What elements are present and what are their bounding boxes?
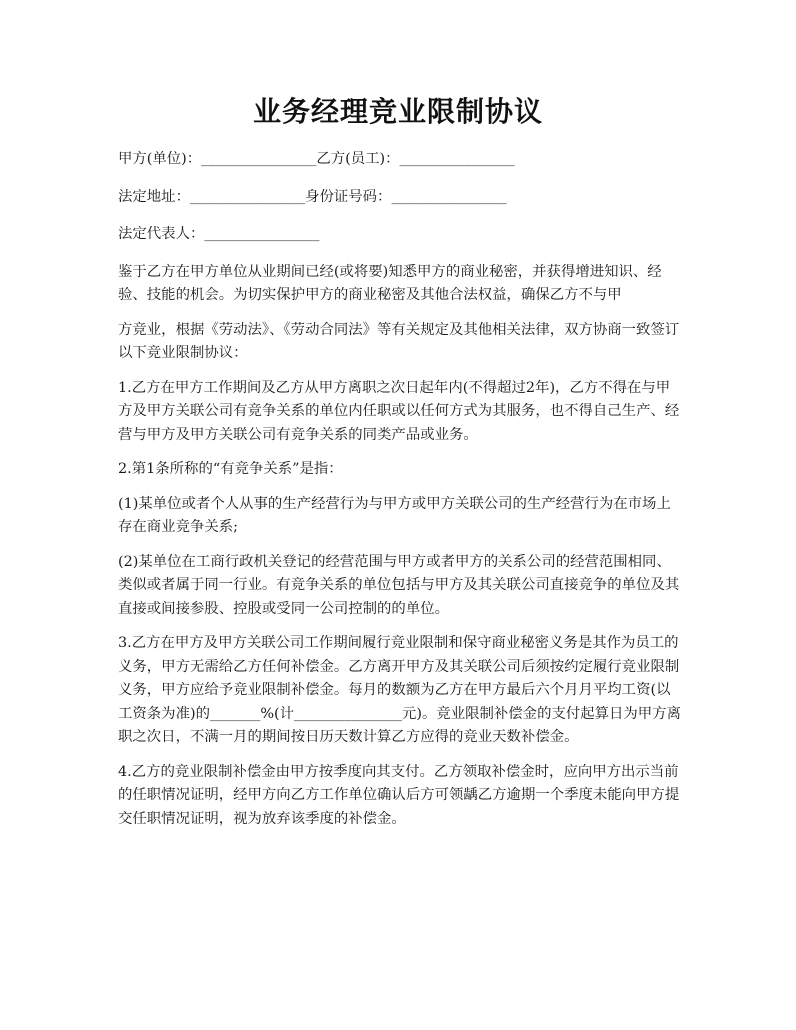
document-body	[118, 148, 684, 842]
address-id-line	[118, 186, 684, 210]
paragraph-preamble: 鉴于乙方在甲方单位从业期间已经(或将要)知悉甲方的商业秘密，并获得增进知识、经验、技能的机会。为切实保护甲方的商业秘密及其他合法权益，确保乙方不与甲	[118, 263, 662, 303]
party-a-field: 甲方(单位)：________________	[118, 151, 317, 167]
paragraph-preamble-continued: 方竞业，根据《劳动法》、《劳动合同法》等有关规定及其他相关法律，双方协商一致签订以下竞业限制协议：	[118, 321, 680, 361]
clause-1: 1.乙方在甲方工作期间及乙方从甲方离职之次日起年内(不得超过2年)，乙方不得在与甲方及甲方关联公司有竞争关系的单位内任职或以任何方式为其服务，也不得自己生产、经营与甲方及甲方关联公司有竞争关系的同类产品或业务。	[118, 379, 680, 443]
document-title: 业务经理竞业限制协议	[252, 95, 543, 128]
id-number-field: 身份证号码：________________	[305, 188, 507, 205]
representative-line	[118, 223, 684, 247]
clause-2: 2.第1条所称的“有竞争关系”是指：	[118, 461, 343, 477]
address-field: 法定地址：________________	[118, 188, 306, 205]
clause-2-item-2: (2)某单位在工商行政机关登记的经营范围与甲方或者甲方的关系公司的经营范围相同、类似或者属于同一行业。有竞争关系的单位包括与甲方及其关联公司直接竞争的单位及其直接或间接参股、控股或受同一公司控制的的单位。	[118, 553, 680, 617]
representative-field: 法定代表人：________________	[118, 226, 320, 242]
clause-3: 3.乙方在甲方及甲方关联公司工作期间履行竞业限制和保守商业秘密义务是其作为员工的义务，甲方无需给乙方任何补偿金。乙方离开甲方及其关联公司后须按约定履行竞业限制义务，甲方应给予竞业限制补偿金。每月的数额为乙方在甲方最后六个月月平均工资(以工资条为准)的_______%(计_______________元)。竞业限制补偿金的支付起算日为甲方离职之次日，不满一月的期间按日历天数计算乙方应得的竞业天数补偿金。	[118, 635, 681, 745]
party-fields-line	[118, 148, 684, 172]
clause-2-item-1: (1)某单位或者个人从事的生产经营行为与甲方或甲方关联公司的生产经营行为在市场上存在商业竞争关系;	[118, 495, 671, 535]
party-b-field: 乙方(员工)：________________	[316, 151, 515, 167]
clause-4: 4.乙方的竞业限制补偿金由甲方按季度向其支付。乙方领取补偿金时，应向甲方出示当前的任职情况证明，经甲方向乙方工作单位确认后方可领龋乙方逾期一个季度未能向甲方提交任职情况证明，视为放弃该季度的补偿金。	[118, 763, 680, 827]
